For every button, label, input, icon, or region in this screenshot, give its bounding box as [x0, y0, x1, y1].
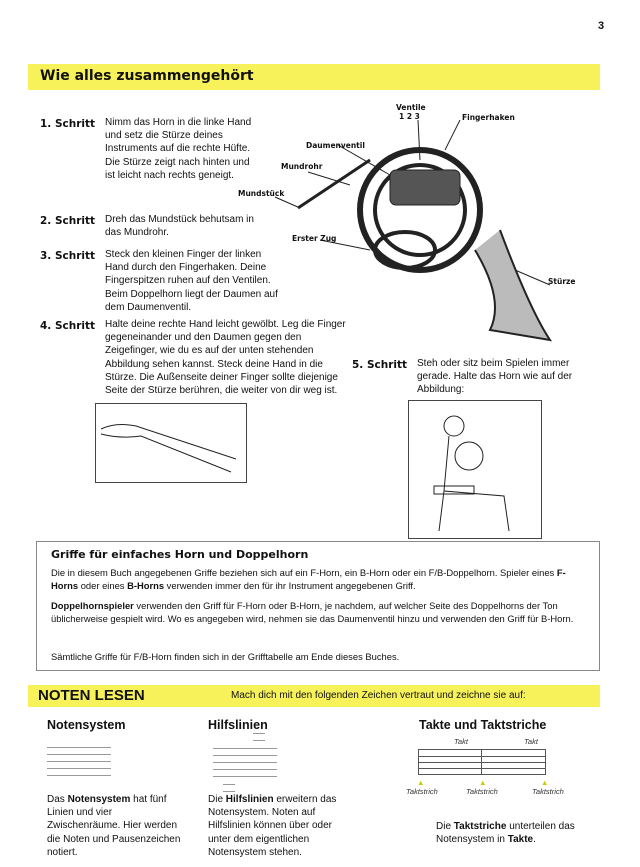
text: erweitern das Notensystem. Noten auf Hilfslinien können über oder unter dem eigentlichen Notensystem stehen.	[208, 794, 337, 858]
text: verwenden immer den für ihr Instrument angegebenen Griff.	[164, 580, 416, 592]
label-mundrohr: Mundrohr	[281, 162, 323, 171]
noten-title: NOTEN LESEN	[38, 687, 145, 704]
step-5-label: 5. Schritt	[352, 359, 408, 371]
text: Die	[208, 794, 226, 805]
text: Die in diesem Buch angegebenen Griffe beziehen sich auf ein F-Horn, ein B-Horn oder ein F/B-Doppelhorn. Spieler eines	[51, 567, 557, 578]
griffe-paragraph-2	[51, 599, 591, 625]
bold-text: B-Horns	[127, 580, 165, 592]
text-takte	[436, 820, 586, 846]
label-mundstueck: Mundstück	[238, 189, 285, 198]
arrow-icon: ▲	[417, 778, 425, 787]
bold-text: F-Horns	[51, 567, 566, 592]
text: verwenden den Griff für F-Horn oder B-Horn, je nachdem, auf welcher Seite des Doppelhorns der Ton üblicherweise gespielt wird. Wo es angegeben wird, nehmen sie das Daumenventil hinzu und verwenden den Griff für B-Horn.	[51, 600, 574, 625]
griffe-info-box	[36, 541, 600, 671]
section-title: Wie alles zusammengehört	[40, 68, 254, 84]
arrow-icon: ▲	[541, 778, 549, 787]
step-1-text: Nimm das Horn in die linke Hand und setz die Stürze deines Instruments auf die rechte Hüfte. Die Stürze zeigt nach hinten und ist leicht nach rechts geneigt.	[105, 117, 252, 181]
text: Das	[47, 794, 68, 805]
takt-label: Takt	[454, 737, 468, 746]
label-erster-zug: Erster Zug	[292, 234, 337, 243]
player-posture-illustration	[408, 400, 542, 539]
arrow-icon: ▲	[479, 778, 487, 787]
label-valve-numbers: 1 2 3	[399, 112, 420, 121]
label-stuerze: Stürze	[548, 277, 576, 286]
bold-text: Hilfslinien	[225, 794, 274, 805]
taktstrich-label: Taktstrich	[466, 787, 498, 796]
text: Die	[436, 821, 454, 832]
heading-notensystem: Notensystem	[47, 718, 126, 732]
staff-with-barlines	[418, 749, 546, 775]
text-notensystem	[47, 793, 187, 859]
step-3-text: Steck den kleinen Finger der linken Hand durch den Fingerhaken. Deine Fingerspitzen ruhen auf den Ventilen. Beim Doppelhorn liegt der Daumen auf dem Daumenventil.	[105, 249, 278, 313]
text: hat fünf Linien und vier Zwischenräume. Hier werden die Noten und Pausenzeichen notiert.	[47, 794, 181, 858]
label-ventile: Ventile	[396, 103, 426, 112]
bold-text: Doppelhornspieler	[51, 600, 134, 611]
step-2-label: 2. Schritt	[40, 215, 96, 227]
step-2-text: Dreh das Mundstück behutsam in das Mundrohr.	[105, 214, 254, 239]
french-horn-illustration	[230, 100, 600, 350]
text: .	[533, 834, 536, 846]
label-fingerhaken: Fingerhaken	[462, 113, 515, 122]
griffe-paragraph-3: Sämtliche Griffe für F/B-Horn finden sich in der Grifftabelle am Ende dieses Buches.	[51, 651, 400, 662]
text: unterteilen das Notensystem	[436, 821, 575, 846]
text-hilfslinien	[208, 793, 353, 859]
text: in	[497, 834, 508, 846]
step-5-text: Steh oder sitz beim Spielen immer gerade. Halte das Horn wie auf der Abbildung:	[417, 358, 573, 396]
bold-text: Takte	[507, 834, 534, 846]
heading-hilfslinien: Hilfslinien	[208, 718, 268, 732]
section-banner	[28, 64, 600, 90]
label-daumenventil: Daumenventil	[306, 141, 365, 150]
measures-example	[406, 737, 606, 811]
taktstrich-label: Taktstrich	[406, 787, 438, 796]
step-4-label: 4. Schritt	[40, 320, 96, 332]
taktstrich-label: Taktstrich	[532, 787, 564, 796]
page-number: 3	[598, 20, 605, 32]
text: oder eines	[78, 580, 128, 592]
hand-position-illustration	[95, 403, 247, 483]
bold-text: Taktstriche	[453, 821, 507, 832]
noten-intro: Mach dich mit den folgenden Zeichen vertraut und zeichne sie auf:	[231, 690, 526, 701]
noten-banner	[28, 685, 600, 707]
bold-text: Notensystem	[67, 794, 131, 805]
griffe-paragraph-1	[51, 566, 591, 592]
step-4-text: Halte deine rechte Hand leicht gewölbt. Leg die Finger gegeneinander und den Daumen gegen den Zeigefinger, wie du es auf der unten stehenden Abbildung sehen kannst. Steck deine Hand in die Stürze. Die Außenseite deiner Finger sollte diejenige Seite der Stürze berühren, die weiter von dir weg ist.	[105, 319, 346, 397]
step-3-label: 3. Schritt	[40, 250, 96, 262]
takt-label: Takt	[524, 737, 538, 746]
step-1-label: 1. Schritt	[40, 118, 96, 130]
heading-takte: Takte und Taktstriche	[419, 718, 547, 732]
griffe-title: Griffe für einfaches Horn und Doppelhorn	[51, 548, 309, 561]
